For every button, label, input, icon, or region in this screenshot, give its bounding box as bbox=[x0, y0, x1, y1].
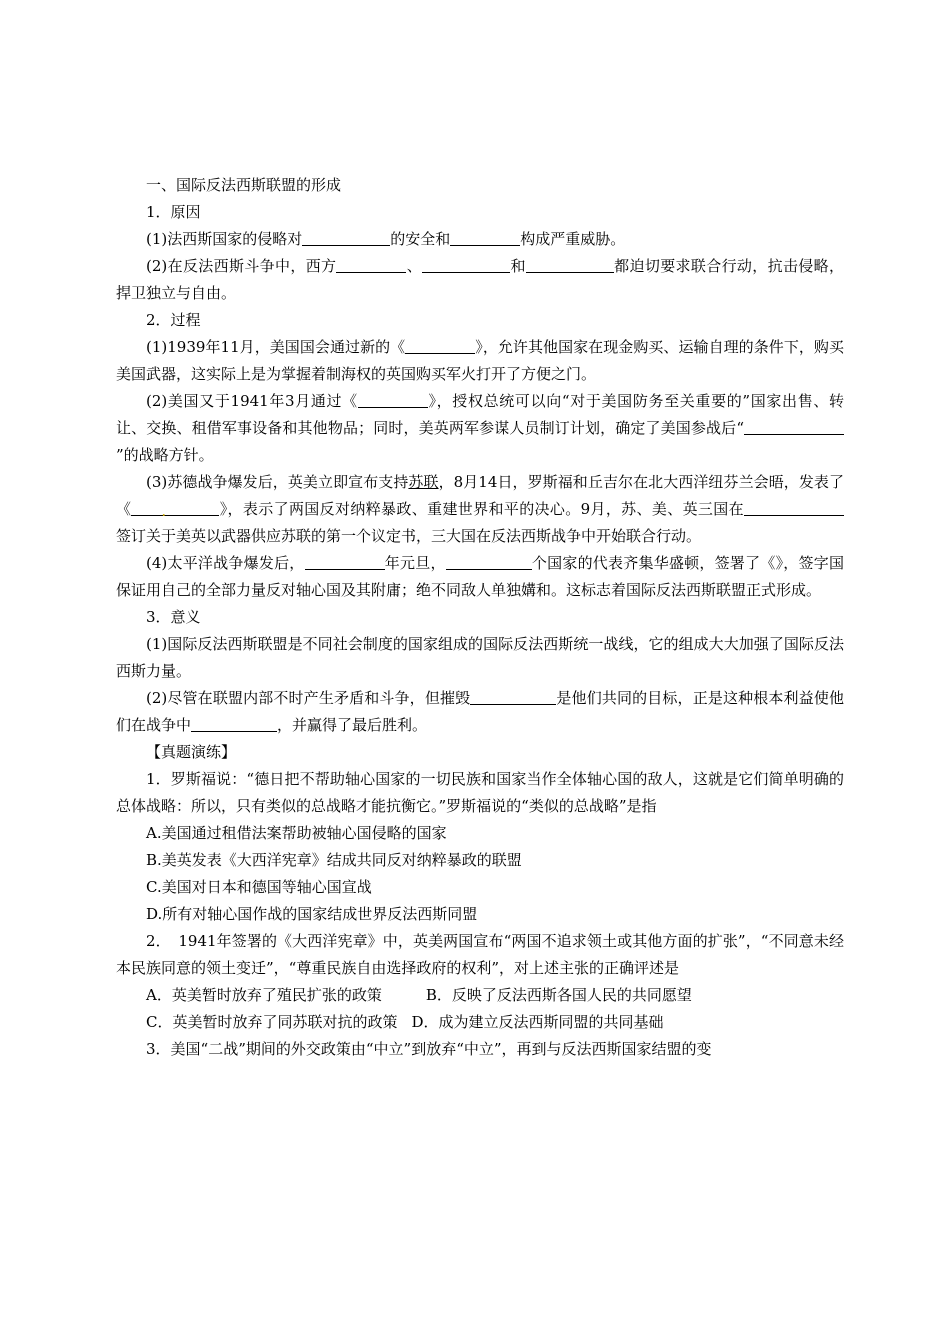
process-item-1: (1)1939年11月，美国国会通过新的《 》，允许其他国家在现金购买、运输自理的条件下，购买美国武器，这实际上是为掌握着制海权的英国购买军火打开了方便之门。 bbox=[116, 338, 844, 383]
fill-blank[interactable] bbox=[405, 336, 475, 354]
heading-process: 2．过程 bbox=[146, 311, 201, 329]
question-2-option-b[interactable]: B．反映了反法西斯各国人民的共同愿望 bbox=[425, 986, 692, 1004]
process-item-4: (4)太平洋战争爆发后， 年元旦， 个国家的代表齐集华盛顿，签署了《》，签字国保证用自己的全部力量反对轴心国及其附庸；绝不同敌人单独媾和。这标志着国际反法西斯联盟正式形成。 bbox=[116, 554, 844, 599]
question-2-option-d[interactable]: D．成为建立反法西斯同盟的共同基础 bbox=[411, 1013, 664, 1031]
question-2-option-c[interactable]: C．英美暂时放弃了同苏联对抗的政策 bbox=[146, 1013, 398, 1031]
process-item-2: (2)美国又于1941年3月通过《 》，授权总统可以向“对于美国防务至关重要的”国家出售、转让、交换、租借军事设备和其他物品；同时，美英两军参谋人员制订计划，确定了美国参战后“”的战略方针。 bbox=[116, 392, 844, 464]
cause-item-1: (1)法西斯国家的侵略对 的安全和 构成严重威胁。 bbox=[146, 230, 626, 248]
fill-blank[interactable]: . bbox=[131, 498, 219, 516]
process-item-3: (3)苏德战争爆发后，英美立即宣布支持苏联，8月14日，罗斯福和丘吉尔在北大西洋纽芬兰会晤，发表了《 . 》，表示了两国反对纳粹暴政、重建世界和平的决心。9月，苏、美、英三国在签订关于美英以武器供应苏联的第一个议定书，三大国在反法西斯战争中开始联合行动。 bbox=[116, 473, 844, 545]
fill-blank[interactable] bbox=[336, 255, 406, 273]
question-2-options-ab bbox=[116, 982, 844, 1009]
question-3-stem: 3．美国“二战”期间的外交政策由“中立”到放弃“中立”，再到与反法西斯国家结盟的变 bbox=[146, 1040, 712, 1058]
underlined-term: 苏联 bbox=[408, 473, 439, 491]
document-body bbox=[116, 172, 844, 1063]
heading-meaning: 3．意义 bbox=[146, 608, 201, 626]
fill-blank[interactable] bbox=[191, 714, 277, 732]
fill-blank[interactable] bbox=[446, 552, 532, 570]
fill-blank[interactable] bbox=[470, 687, 556, 705]
meaning-item-1: (1)国际反法西斯联盟是不同社会制度的国家组成的国际反法西斯统一战线，它的组成大大加强了国际反法西斯力量。 bbox=[116, 635, 844, 680]
fill-blank[interactable] bbox=[744, 498, 844, 516]
meaning-item-2: (2)尽管在联盟内部不时产生矛盾和斗争，但摧毁 是他们共同的目标，正是这种根本利益使他们在战争中 ，并赢得了最后胜利。 bbox=[116, 689, 844, 734]
fill-blank[interactable] bbox=[302, 228, 390, 246]
question-2-options-cd bbox=[116, 1009, 844, 1036]
question-1-option-c[interactable]: C.美国对日本和德国等轴心国宣战 bbox=[146, 878, 372, 896]
question-1-option-a[interactable]: A.美国通过租借法案帮助被轴心国侵略的国家 bbox=[146, 824, 447, 842]
practice-title: 【真题演练】 bbox=[146, 743, 237, 761]
question-2-option-a[interactable]: A．英美暂时放弃了殖民扩张的政策 bbox=[146, 986, 382, 1004]
fill-blank[interactable] bbox=[305, 552, 385, 570]
heading-cause: 1．原因 bbox=[146, 203, 201, 221]
fill-blank[interactable] bbox=[526, 255, 614, 273]
question-1-option-d[interactable]: D.所有对轴心国作战的国家结成世界反法西斯同盟 bbox=[146, 905, 478, 923]
cause-item-2: (2)在反法西斯斗争中，西方 、 和 都迫切要求联合行动，抗击侵略，捍卫独立与自由。 bbox=[116, 257, 844, 302]
fill-blank[interactable] bbox=[450, 228, 520, 246]
section-title: 一、国际反法西斯联盟的形成 bbox=[146, 176, 342, 194]
fill-blank[interactable] bbox=[422, 255, 510, 273]
question-1-option-b[interactable]: B.美英发表《大西洋宪章》结成共同反对纳粹暴政的联盟 bbox=[146, 851, 522, 869]
fill-blank[interactable] bbox=[744, 417, 844, 435]
fill-blank[interactable] bbox=[358, 390, 428, 408]
question-2-stem: 2． 1941年签署的《大西洋宪章》中，英美两国宣布“两国不追求领土或其他方面的扩张”，“不同意未经本民族同意的领土变迁”，“尊重民族自由选择政府的权利”，对上述主张的正确评述是 bbox=[116, 932, 844, 977]
question-1-stem: 1．罗斯福说：“德日把不帮助轴心国家的一切民族和国家当作全体轴心国的敌人，这就是它们简单明确的总体战略：所以，只有类似的总战略才能抗衡它。”罗斯福说的“类似的总战略”是指 bbox=[116, 770, 844, 815]
